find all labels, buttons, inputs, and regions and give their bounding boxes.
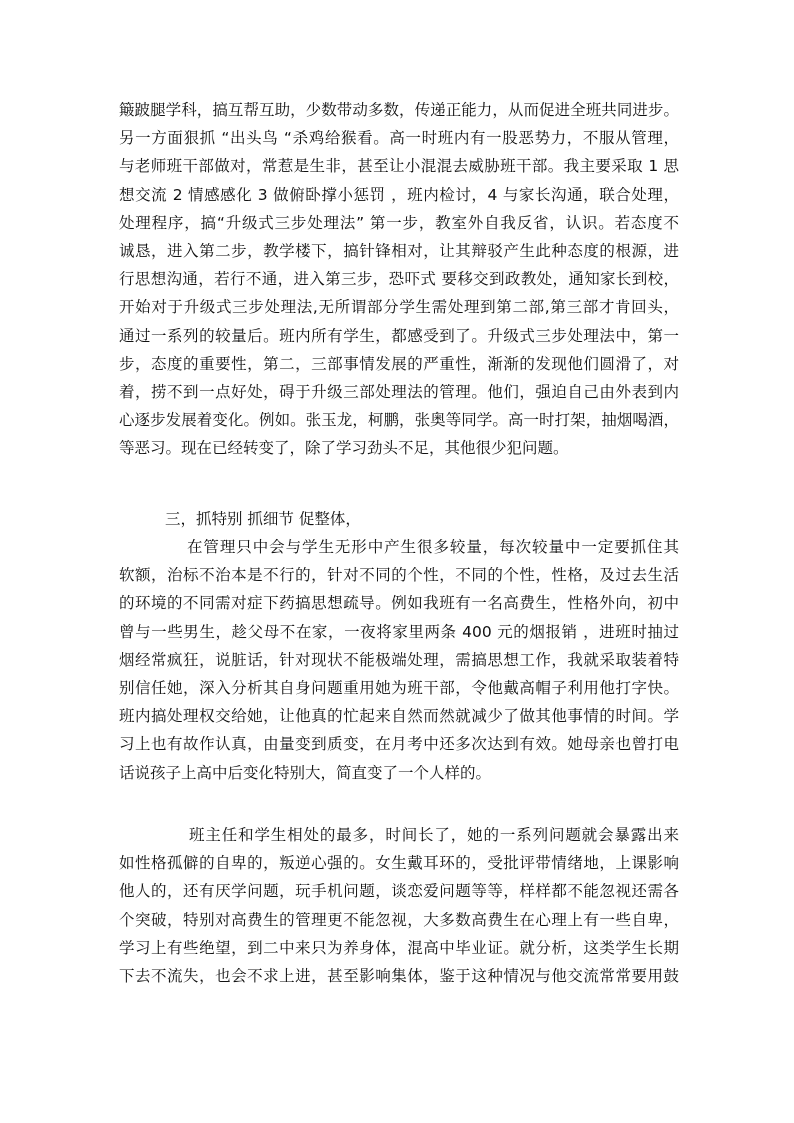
paragraph-2-line-2: 软额，治标不治本是不行的，针对不同的个性，不同的个性，性格，及过去生活 bbox=[119, 566, 679, 585]
paragraph-1-line-3: 与老师班干部做对，常惹是生非，甚至让小混混去威胁班干部。我主要采取 1 思 bbox=[119, 157, 679, 176]
paragraph-1-line-5: 处理程序，搞“升级式三步处理法” 第一步，教室外自我反省，认识。若态度不 bbox=[119, 213, 679, 232]
paragraph-2-line-3: 的环境的不同需对症下药搞思想疏导。例如我班有一名高费生，性格外向，初中 bbox=[119, 594, 679, 613]
paragraph-1-line-2: 另一方面狠抓 “出头鸟 “杀鸡给猴看。高一时班内有一股恶势力，不服从管理， bbox=[119, 129, 679, 148]
paragraph-2-line-8: 习上也有故作认真，由量变到质变，在月考中还多次达到有效。她母亲也曾打电 bbox=[119, 735, 679, 754]
paragraph-1-line-10: 步，态度的重要性，第二，三部事情发展的严重性，渐渐的发现他们圆滑了，对 bbox=[119, 354, 679, 373]
paragraph-1-line-1: 簸跛腿学科，搞互帮互助，少数带动多数，传递正能力，从而促进全班共同进步。 bbox=[119, 101, 679, 119]
paragraph-1 bbox=[119, 96, 679, 462]
paragraph-3-line-3: 他人的，还有厌学问题，玩手机问题，谈恋爱问题等等，样样都不能忽视还需各 bbox=[119, 882, 679, 901]
paragraph-2-line-5: 烟经常疯狂，说脏话，针对现状不能极端处理，需搞思想工作，我就采取装着特 bbox=[119, 650, 679, 669]
paragraph-3-line-1: 班主任和学生相处的最多，时间长了，她的一系列问题就会暴露出来 bbox=[189, 826, 679, 844]
paragraph-1-line-8: 开始对于升级式三步处理法,无所谓部分学生需处理到第二部,第三部才肯回头， bbox=[119, 298, 679, 317]
section-heading-3 bbox=[119, 505, 679, 533]
paragraph-2-line-9: 话说孩子上高中后变化特别大，简直变了一个人样的。 bbox=[119, 763, 492, 782]
paragraph-3-line-6: 下去不流失，也会不求上进，甚至影响集体，鉴于这种情况与他交流常常要用鼓 bbox=[119, 966, 679, 985]
paragraph-1-line-11: 着，捞不到一点好处，碍于升级三部处理法的管理。他们，强迫自己由外表到内 bbox=[119, 382, 679, 401]
paragraph-3-line-4: 个突破，特别对高费生的管理更不能忽视，大多数高费生在心理上有一些自卑， bbox=[119, 910, 679, 929]
paragraph-2-line-4: 曾与一些男生，趁父母不在家，一夜将家里两条 400 元的烟报销 ，进班时抽过 bbox=[119, 622, 679, 641]
paragraph-1-line-6: 诚恳，进入第二步，教学楼下，搞针锋相对，让其辩驳产生此种态度的根源，进 bbox=[119, 241, 679, 260]
section-heading-3-text: 三，抓特别 抓细节 促整体， bbox=[165, 510, 361, 528]
paragraph-1-line-13: 等恶习。现在已经转变了，除了学习劲头不足，其他很少犯问题。 bbox=[119, 439, 569, 458]
paragraph-3-line-2: 如性格孤僻的自卑的，叛逆心强的。女生戴耳环的，受批评带情绪地，上课影响 bbox=[119, 854, 679, 873]
paragraph-2 bbox=[119, 533, 679, 787]
paragraph-3-line-5: 学习上有些绝望，到二中来只为养身体，混高中毕业证。就分析，这类学生长期 bbox=[119, 938, 679, 957]
paragraph-1-line-9: 通过一系列的较量后。班内所有学生，都感受到了。升级式三步处理法中，第一 bbox=[119, 326, 679, 345]
paragraph-2-line-1: 在管理只中会与学生无形中产生很多较量，每次较量中一定要抓住其 bbox=[187, 538, 679, 556]
paragraph-1-line-7: 行思想沟通，若行不通，进入第三步，恐吓式 要移交到政教处，通知家长到校， bbox=[119, 270, 679, 289]
paragraph-1-line-4: 想交流 2 情感感化 3 做俯卧撑小惩罚 ，班内检讨，4 与家长沟通，联合处理， bbox=[119, 185, 679, 204]
paragraph-1-line-12: 心逐步发展着变化。例如。张玉龙，柯鹏，张奥等同学。高一时打架，抽烟喝酒， bbox=[119, 411, 679, 430]
paragraph-2-line-6: 别信任她，深入分析其自身问题重用她为班干部，令他戴高帽子利用他打字快。 bbox=[119, 678, 679, 697]
paragraph-2-line-7: 班内搞处理权交给她，让他真的忙起来自然而然就减少了做其他事情的时间。学 bbox=[119, 707, 679, 726]
paragraph-3 bbox=[119, 821, 679, 990]
